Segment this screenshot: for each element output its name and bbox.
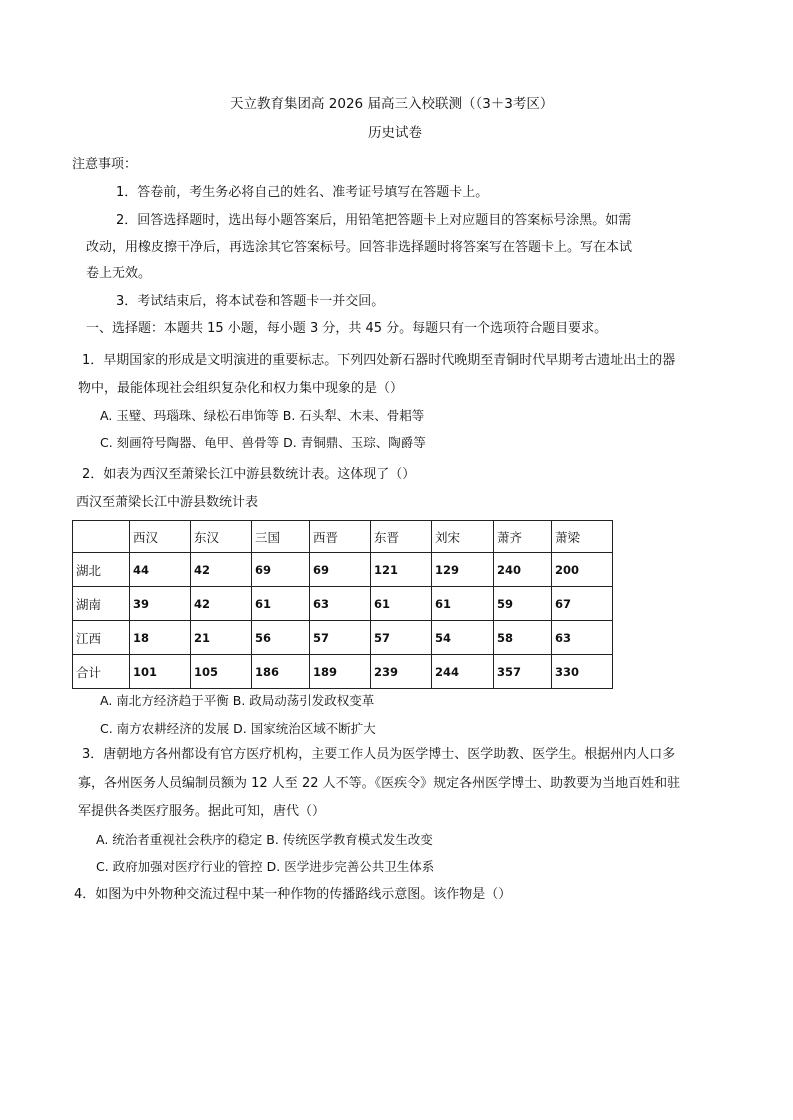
question-3-options-ab: A. 统治者重视社会秩序的稳定 B. 传统医学教育模式发生改变	[96, 832, 433, 847]
table-title: 西汉至萧梁长江中游县数统计表	[76, 495, 259, 510]
table-cell: 61	[371, 587, 432, 621]
table-header-cell: 东汉	[191, 521, 252, 553]
table-cell: 101	[130, 655, 191, 689]
table-header-cell: 三国	[252, 521, 310, 553]
table-row	[73, 655, 613, 689]
table-header-cell: 西晋	[310, 521, 371, 553]
table-cell: 61	[252, 587, 310, 621]
section-heading: 一、选择题：本题共 15 小题，每小题 3 分，共 45 分。每题只有一个选项符合题目要求。	[86, 321, 608, 336]
question-3-line-2: 寡，各州医务人员编制员额为 12 人至 22 人不等。《医疾令》规定各州医学博士、助教要为当地百姓和驻	[78, 776, 681, 791]
table-header-cell: 西汉	[130, 521, 191, 553]
notice-item-1: 1．答卷前，考生务必将自己的姓名、准考证号填写在答题卡上。	[116, 185, 489, 200]
table-cell: 42	[191, 553, 252, 587]
county-stats-table	[72, 520, 613, 689]
table-row-label: 江西	[73, 621, 130, 655]
question-3-options-cd: C. 政府加强对医疗行业的管控 D. 医学进步完善公共卫生体系	[96, 859, 435, 874]
table-cell: 189	[310, 655, 371, 689]
notice-item-2-cont: 改动，用橡皮擦干净后，再选涂其它答案标号。回答非选择题时将答案写在答题卡上。写在本试	[86, 240, 633, 255]
table-cell: 63	[310, 587, 371, 621]
table-cell: 69	[310, 553, 371, 587]
table-cell: 42	[191, 587, 252, 621]
table-row	[73, 621, 613, 655]
table-cell: 18	[130, 621, 191, 655]
table-cell: 69	[252, 553, 310, 587]
table-cell: 21	[191, 621, 252, 655]
table-cell: 240	[494, 553, 552, 587]
question-1-options-cd: C. 刻画符号陶器、龟甲、兽骨等 D. 青铜鼎、玉琮、陶爵等	[100, 435, 426, 450]
table-cell: 56	[252, 621, 310, 655]
table-row-label: 湖南	[73, 587, 130, 621]
table-cell: 186	[252, 655, 310, 689]
table-cell: 105	[191, 655, 252, 689]
question-2-options-ab: A. 南北方经济趋于平衡 B. 政局动荡引发政权变革	[100, 693, 375, 708]
table-header-cell: 刘宋	[432, 521, 494, 553]
table-cell: 67	[552, 587, 613, 621]
table-cell: 121	[371, 553, 432, 587]
table-cell: 57	[371, 621, 432, 655]
question-1-line-2: 物中，最能体现社会组织复杂化和权力集中现象的是（）	[78, 381, 404, 396]
table-cell: 44	[130, 553, 191, 587]
table-row-label: 合计	[73, 655, 130, 689]
table-cell: 239	[371, 655, 432, 689]
question-3-line-1: 3．唐朝地方各州都设有官方医疗机构，主要工作人员为医学博士、医学助教、医学生。根据州内人口多	[82, 747, 676, 762]
notice-item-2-end: 卷上无效。	[86, 266, 152, 281]
table-cell: 357	[494, 655, 552, 689]
question-2-line-1: 2．如表为西汉至萧梁长江中游县数统计表。这体现了（）	[82, 467, 416, 482]
table-cell: 61	[432, 587, 494, 621]
table-cell: 244	[432, 655, 494, 689]
table-header-cell: 东晋	[371, 521, 432, 553]
table-row	[73, 587, 613, 621]
notice-item-3: 3．考试结束后，将本试卷和答题卡一并交回。	[116, 294, 385, 309]
question-1-options-ab: A. 玉璧、玛瑙珠、绿松石串饰等 B. 石头犁、木耒、骨耜等	[100, 408, 425, 423]
table-cell: 39	[130, 587, 191, 621]
table-row-label: 湖北	[73, 553, 130, 587]
table-cell: 57	[310, 621, 371, 655]
table-cell: 58	[494, 621, 552, 655]
table-row	[73, 553, 613, 587]
table-cell: 54	[432, 621, 494, 655]
table-cell: 330	[552, 655, 613, 689]
exam-subject: 历史试卷	[368, 125, 422, 141]
notice-item-2: 2．回答选择题时，选出每小题答案后，用铅笔把答题卡上对应题目的答案标号涂黑。如需	[116, 213, 632, 228]
notice-heading: 注意事项：	[72, 157, 138, 172]
table-header-cell: 萧梁	[552, 521, 613, 553]
question-2-options-cd: C. 南方农耕经济的发展 D. 国家统治区域不断扩大	[100, 721, 376, 736]
table-cell: 59	[494, 587, 552, 621]
exam-title: 天立教育集团高 2026 届高三入校联测（（3＋3考区）	[230, 96, 554, 112]
table-cell: 129	[432, 553, 494, 587]
question-3-line-3: 军提供各类医疗服务。据此可知，唐代（）	[78, 804, 326, 819]
table-cell: 200	[552, 553, 613, 587]
table-cell: 63	[552, 621, 613, 655]
table-header-row	[73, 521, 613, 553]
table-header-cell	[73, 521, 130, 553]
question-4-line-1: 4．如图为中外物种交流过程中某一种作物的传播路线示意图。该作物是（）	[74, 887, 512, 902]
question-1-line-1: 1．早期国家的形成是文明演进的重要标志。下列四处新石器时代晚期至青铜时代早期考古遗址出土的器	[82, 353, 676, 368]
table-header-cell: 萧齐	[494, 521, 552, 553]
